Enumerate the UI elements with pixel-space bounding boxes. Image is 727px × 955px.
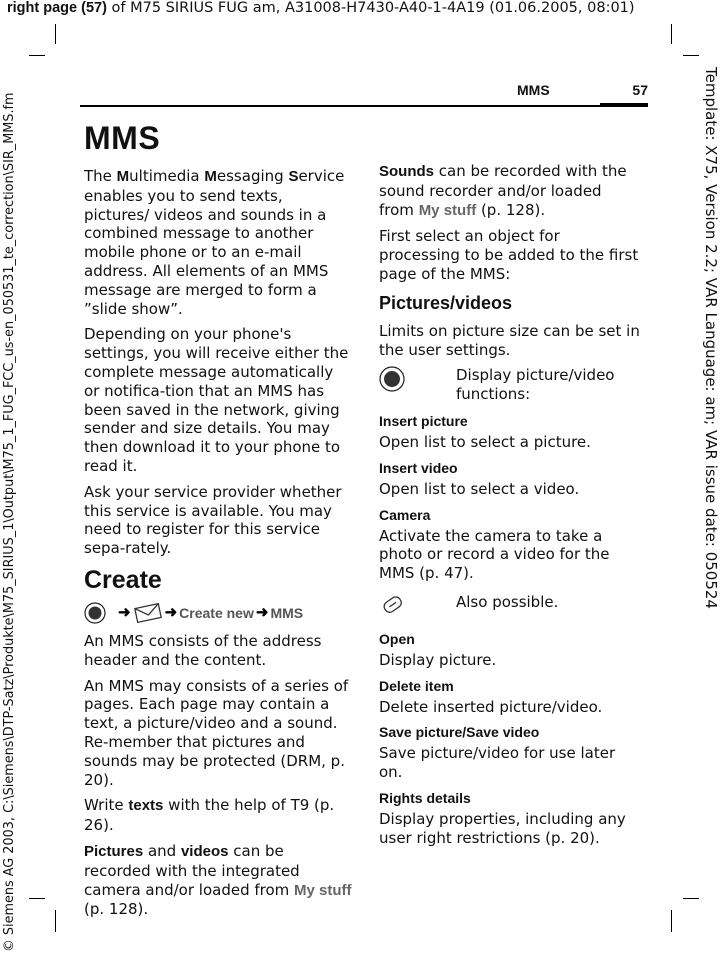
item-title: Insert video	[379, 459, 458, 476]
crop-mark	[683, 55, 699, 56]
print-metadata	[7, 0, 635, 16]
header-rule	[80, 105, 648, 107]
pictures-videos-paragraph: Pictures and videos can be recorded with the integrated camera and/or loaded from My stuff (p. 128).	[84, 841, 352, 919]
menu-mms: MMS	[270, 604, 304, 621]
select-object-paragraph: First select an object for processing to be added to the first page of the MMS:	[379, 227, 639, 283]
also-possible-text: Also possible.	[456, 592, 559, 611]
display-functions-text: Display picture/video functions:	[456, 366, 615, 404]
texts-paragraph: Write texts with the help of T9 (p. 26).	[84, 796, 335, 835]
item-title: Delete item	[379, 677, 454, 694]
item-desc: Delete inserted picture/video.	[379, 697, 603, 716]
item-title: Camera	[379, 506, 431, 523]
header-tab-bar	[600, 103, 648, 107]
envelope-icon	[133, 602, 163, 624]
pages-paragraph: An MMS may consists of a series of pages. Each page may contain a text, a picture/video and a sound. Re-member that pictures and sounds may be protected (DRM, p. 20).	[84, 676, 349, 789]
crop-mark	[671, 910, 672, 932]
page-side-label: right page (57)	[7, 0, 107, 16]
joystick-icon	[379, 366, 456, 397]
sounds-paragraph: Sounds can be recorded with the sound recorder and/or loaded from My stuff (p. 128).	[379, 162, 627, 219]
crop-mark	[29, 898, 45, 899]
left-column	[84, 120, 352, 926]
item-title: Rights details	[379, 789, 471, 806]
document-info: of M75 SIRIUS FUG am, A31008-H7430-A40-1-4A19 (01.06.2005, 08:01)	[106, 0, 635, 16]
running-header	[80, 82, 648, 108]
joystick-icon	[84, 602, 106, 624]
file-path-sidebar: © Siemens AG 2003, C:\Siemens\DTP-Satz\Produkte\M75_SIRIUS_1\Output\M75_1_FUG_FCC_us-en_050531_te_correction\SIR_MMS.fm	[2, 92, 17, 952]
item-title: Save picture/Save video	[379, 724, 540, 741]
item-desc: Open list to select a video.	[379, 479, 580, 498]
arrow-icon: ➜	[255, 603, 269, 621]
page-title: MMS	[84, 120, 161, 156]
menu-create-new: Create new	[179, 604, 254, 621]
provider-paragraph: Ask your service provider whether this service is available. You may need to register for this service sepa-rately.	[84, 482, 342, 558]
item-desc: Open list to select a picture.	[379, 432, 591, 451]
crop-mark	[29, 55, 45, 56]
page-number: 57	[632, 82, 648, 98]
also-possible-row	[379, 593, 641, 622]
crop-mark	[671, 24, 672, 44]
mms-structure-paragraph: An MMS consists of the address header and the content.	[84, 631, 322, 669]
intro-paragraph: The Multimedia Messaging Service enables you to send texts, pictures/ videos and sounds in a combined message to another mobile phone or to an e-mail address. All elements of an MMS message are merged to form a ”slide show”.	[84, 167, 345, 318]
arrow-icon: ➜	[164, 603, 178, 621]
header-section-title: MMS	[517, 82, 550, 98]
display-functions-row	[379, 366, 641, 404]
right-column	[379, 162, 641, 855]
arrow-icon: ➜	[118, 603, 131, 621]
settings-paragraph: Depending on your phone's settings, you will receive either the complete message automatically or notifica-tion that an MMS has been saved in the network, giving sender and size details. You may then download it to your phone to read it.	[84, 325, 349, 475]
item-desc: Display properties, including any user right restrictions (p. 20).	[379, 809, 626, 847]
options-softkey-icon	[379, 593, 456, 622]
item-title: Insert picture	[379, 412, 468, 429]
item-desc: Display picture.	[379, 650, 497, 669]
crop-mark	[55, 24, 56, 44]
item-desc: Activate the camera to take a photo or record a video for the MMS (p. 47).	[379, 526, 610, 583]
pictures-videos-heading: Pictures/videos	[379, 292, 513, 313]
item-title: Open	[379, 630, 415, 647]
menu-path	[84, 602, 352, 624]
template-info-sidebar: Template: X75, Version 2.2; VAR Language: am; VAR issue date: 050524	[702, 67, 720, 609]
item-desc: Save picture/video for use later on.	[379, 744, 616, 782]
crop-mark	[55, 910, 56, 932]
crop-mark	[683, 898, 699, 899]
create-heading: Create	[84, 565, 162, 594]
picture-size-paragraph: Limits on picture size can be set in the user settings.	[379, 321, 640, 359]
